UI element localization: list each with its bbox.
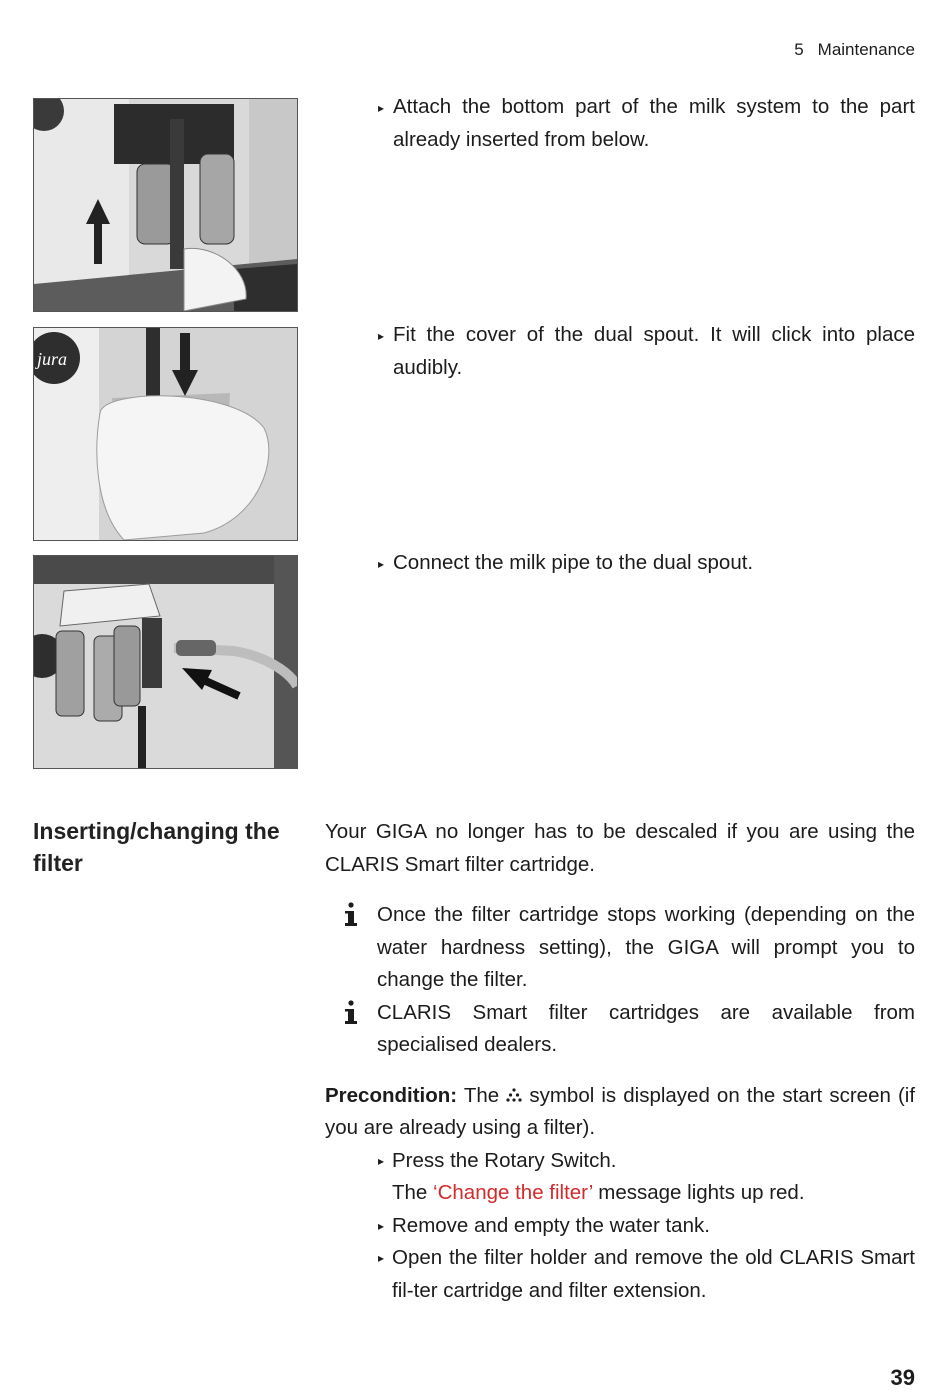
bullet-arrow-icon: ▸ bbox=[378, 101, 385, 115]
precondition-text-after: symbol is displayed on the start screen (if you are already using a filter). bbox=[325, 1083, 916, 1139]
info-icon bbox=[344, 902, 358, 928]
result-after: message lights up red. bbox=[592, 1181, 805, 1204]
brand-logo: jura bbox=[37, 349, 68, 369]
precondition-text-before: The bbox=[463, 1083, 500, 1107]
info-icon bbox=[344, 1000, 358, 1026]
section-body bbox=[325, 816, 915, 1307]
result-before: The bbox=[392, 1181, 434, 1204]
section-title: Inserting/changing the filter bbox=[33, 818, 280, 876]
action-text: Remove and empty the water tank. bbox=[392, 1213, 710, 1237]
step-text: Connect the milk pipe to the dual spout. bbox=[393, 551, 754, 574]
bullet-arrow-icon: ▸ bbox=[378, 1218, 385, 1233]
bullet-arrow-icon: ▸ bbox=[378, 557, 385, 571]
info-note bbox=[325, 997, 915, 1062]
figure-attach-milk-system bbox=[33, 98, 298, 312]
step-text: Attach the bottom part of the milk system to the part already inserted from below. bbox=[393, 95, 915, 151]
precondition-label: Precondition: bbox=[325, 1083, 458, 1107]
action-step bbox=[325, 1242, 915, 1307]
illustration-fit-cover bbox=[34, 328, 297, 540]
step-attach-bottom-part bbox=[378, 91, 915, 156]
action-text: Press the Rotary Switch. bbox=[392, 1148, 617, 1172]
bullet-arrow-icon: ▸ bbox=[378, 329, 385, 343]
step-text: Fit the cover of the dual spout. It will click into place audibly. bbox=[393, 323, 915, 379]
page-number: 39 bbox=[890, 1365, 915, 1390]
change-filter-message: ‘Change the filter’ bbox=[433, 1181, 593, 1204]
figure-connect-milk-pipe bbox=[33, 555, 298, 769]
intro-paragraph: Your GIGA no longer has to be descaled if you are using the CLARIS Smart filter cartridge. bbox=[325, 820, 915, 876]
step-connect-pipe bbox=[378, 547, 915, 580]
illustration-connect-pipe bbox=[34, 556, 297, 768]
action-step bbox=[325, 1145, 915, 1210]
info-text: Once the filter cartridge stops working (depending on the water hardness setting), the GIGA will prompt you to change the filter. bbox=[377, 903, 915, 991]
bullet-arrow-icon: ▸ bbox=[378, 1153, 385, 1168]
chapter-title: Maintenance bbox=[817, 40, 915, 59]
action-text: Open the filter holder and remove the old CLARIS Smart fil-ter cartridge and filter extension. bbox=[392, 1246, 915, 1302]
figure-fit-cover bbox=[33, 327, 298, 541]
precondition-paragraph bbox=[325, 1080, 915, 1145]
running-header bbox=[794, 40, 915, 60]
bullet-arrow-icon: ▸ bbox=[378, 1251, 385, 1265]
chapter-number: 5 bbox=[794, 40, 804, 59]
info-text: CLARIS Smart filter cartridges are available from specialised dealers. bbox=[377, 1000, 915, 1056]
step-fit-cover bbox=[378, 319, 915, 384]
action-step bbox=[325, 1210, 915, 1243]
info-note bbox=[325, 899, 915, 997]
illustration-attach-bottom-part bbox=[34, 99, 297, 311]
filter-symbol-icon bbox=[506, 1087, 522, 1103]
